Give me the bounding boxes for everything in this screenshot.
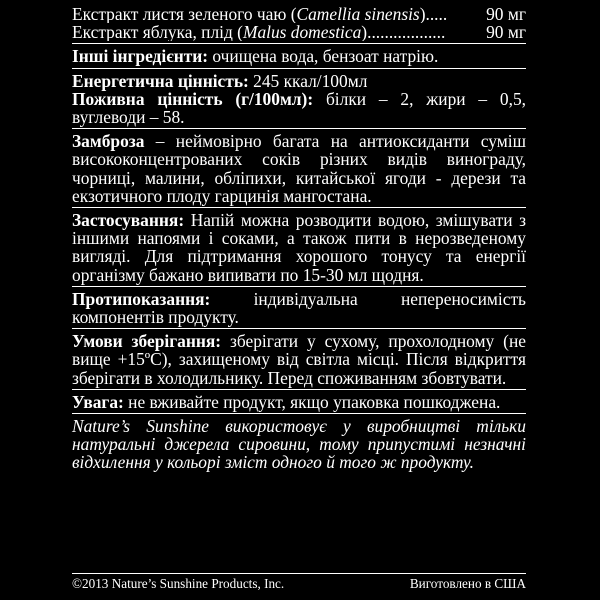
section-text: Напій можна розводити водою, змішувати з іншими напоями і соками, а також пити в нерозведеному вигляді. Для підтримання хорошого тонусу та енергії організму бажано випивати по 15-30 мл щодня. [72, 210, 526, 285]
section-label: Замброза [72, 131, 145, 152]
section-text: зберігати у сухому, прохолодному (не вище +15ºС), захищеному від світла місці. Після відкриття зберігати в холодильнику. Перед споживанням збовтувати. [72, 331, 526, 388]
divider [72, 328, 526, 329]
section-label: Інші інгредієнти: [72, 46, 209, 67]
ingredient-row-green-tea [72, 5, 526, 23]
energy-value [72, 72, 526, 90]
footer [72, 576, 526, 591]
section-text: 245 ккал/100мл [248, 70, 368, 91]
warning-section [72, 393, 526, 411]
usage-section [72, 211, 526, 284]
divider [72, 286, 526, 287]
zambroza-description [72, 132, 526, 205]
divider [72, 128, 526, 129]
latin-name: Malus domestica [242, 23, 362, 42]
section-label: Протипоказання: [72, 288, 211, 309]
divider [72, 68, 526, 69]
other-ingredients [72, 47, 526, 65]
ingredient-amount: 90 мг [486, 5, 526, 24]
leader-dots: ..... [425, 5, 448, 24]
ingredient-amount: 90 мг [486, 23, 526, 42]
divider [72, 207, 526, 208]
section-label: Умови зберігання: [72, 331, 222, 352]
leader-dots: .................. [367, 23, 446, 42]
section-label: Увага: [72, 391, 124, 412]
manufacturer-note: Nature’s Sunshine використовує у виробництві тільки натуральні джерела сировини, тому припустимі незначні відхилення у кольорі зміст одного й того ж продукту. [72, 416, 526, 473]
section-label: Енергетична цінність: [72, 70, 249, 91]
made-in: Виготовлено в США [409, 576, 526, 591]
ingredient-row-apple [72, 23, 526, 41]
section-text: індивідуальна непереносимість компонентів продукту. [72, 288, 526, 328]
section-text: очищена вода, бензоат натрію. [208, 46, 439, 67]
ingredient-name: Екстракт листя зеленого чаю (Camellia sinensis) [72, 5, 426, 24]
section-text: білки – 2, жири – 0,5, вуглеводи – 58. [72, 88, 526, 128]
latin-name: Camellia sinensis [296, 5, 420, 24]
section-label: Поживна цінність (г/100мл): [72, 88, 314, 109]
nutrition-value [72, 90, 526, 126]
section-label: Застосування: [72, 210, 185, 231]
divider [72, 389, 526, 390]
storage-section [72, 332, 526, 387]
supplement-label [72, 5, 526, 472]
divider [72, 413, 526, 414]
divider [72, 43, 526, 44]
copyright: ©2013 Nature’s Sunshine Products, Inc. [72, 576, 285, 591]
divider [72, 573, 526, 574]
section-text: – неймовірно багата на антиоксиданти суміш висококонцентрованих соків різних видів винограду, чорниці, малини, обліпихи, китайської ягоди - дерези та екзотичного плоду гарцинія мангостана. [72, 131, 526, 206]
contraindications-section [72, 290, 526, 326]
ingredient-name: Екстракт яблука, плід (Malus domestica) [72, 23, 368, 42]
section-text: не вживайте продукт, якщо упаковка пошкоджена. [123, 391, 501, 412]
